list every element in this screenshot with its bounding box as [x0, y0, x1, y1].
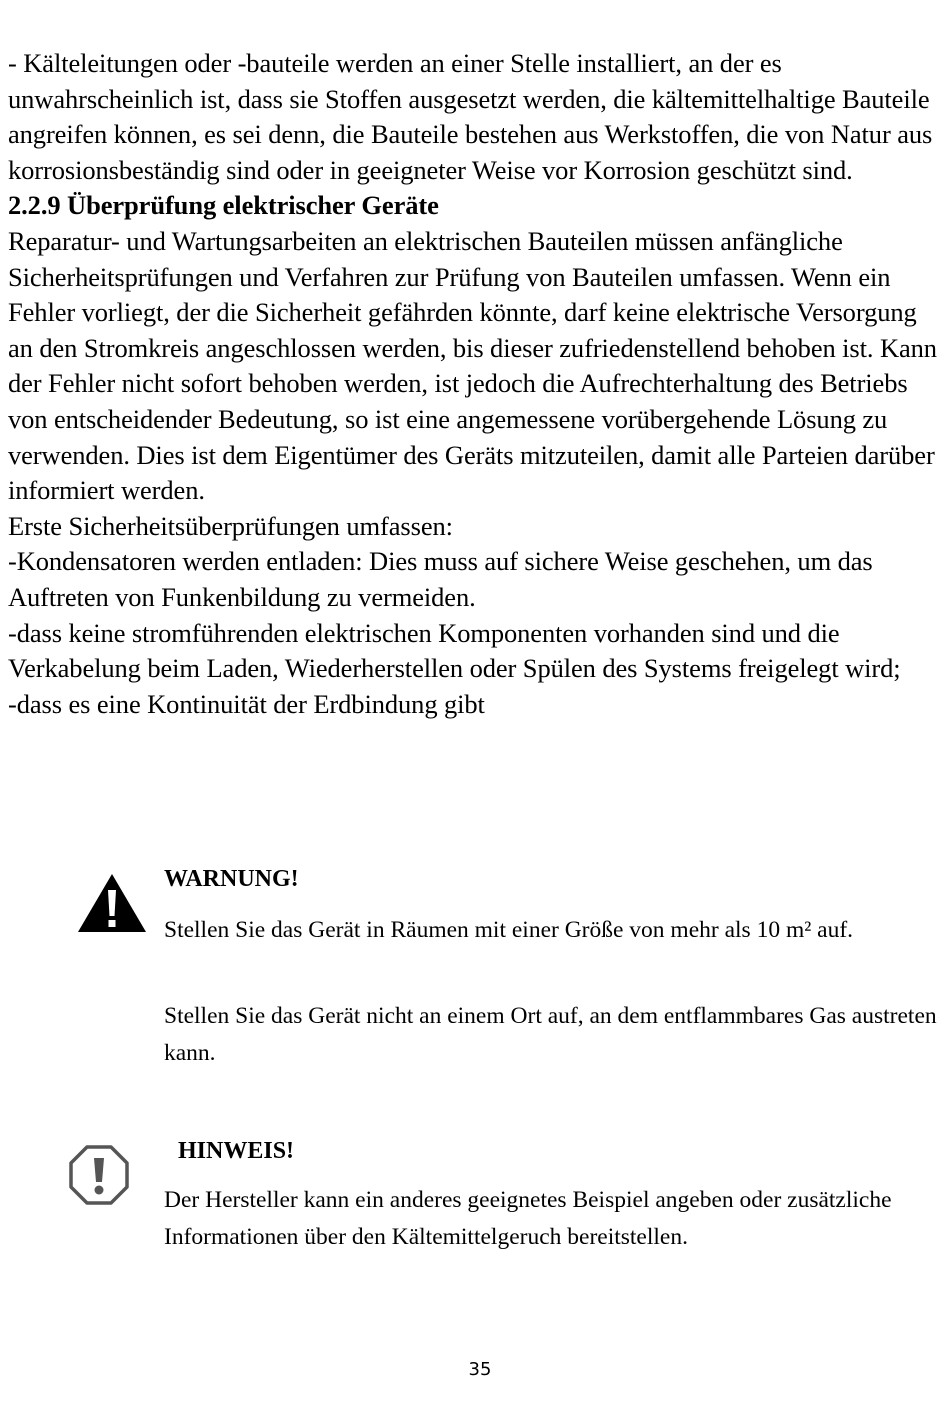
- check-item-2: -dass keine stromführenden elektrischen Komponenten vorhanden sind und die Verkabelung beim Laden, Wiederherstellen oder Spülen des Systems freigelegt wird;: [8, 617, 901, 684]
- section-paragraph: Reparatur- und Wartungsarbeiten an elektrischen Bauteilen müssen anfängliche Sicherheitsprüfungen und Verfahren zur Prüfung von Bauteilen umfassen. Wenn ein Fehler vorliegt, der die Sicherheit gefährden könnte, darf keine elektrische Versorgung an den Stromkreis angeschlossen werden, bis dieser zufriedenstellend behoben ist. Kann der Fehler nicht sofort behoben werden, ist jedoch die Aufrechterhaltung des Betriebs von entscheidender Bedeutung, so ist eine angemessene vorübergehende Lösung zu verwenden. Dies ist dem Eigentümer des Geräts mitzuteilen, damit alle Parteien darüber informiert werden.: [8, 225, 937, 506]
- main-text: [8, 46, 944, 722]
- warning-triangle-icon: [76, 872, 148, 941]
- warning-notice: [0, 858, 950, 1078]
- exclamation-octagon-icon: [68, 1144, 130, 1211]
- page-number: 35: [468, 1359, 492, 1380]
- hint-paragraph-1: Der Hersteller kann ein anderes geeignetes Beispiel angeben oder zusätzliche Informationen über den Kältemittelgeruch bereitstellen.: [164, 1187, 892, 1250]
- check-item-1: -Kondensatoren werden entladen: Dies muss auf sichere Weise geschehen, um das Auftreten von Funkenbildung zu vermeiden.: [8, 546, 873, 612]
- hint-title: HINWEIS!: [178, 1138, 295, 1164]
- checks-intro: Erste Sicherheitsüberprüfungen umfassen:: [8, 510, 453, 541]
- warning-paragraph-1: Stellen Sie das Gerät in Räumen mit einer Größe von mehr als 10 m² auf.: [164, 917, 854, 943]
- intro-paragraph: - Kälteleitungen oder -bauteile werden an einer Stelle installiert, an der es unwahrscheinlich ist, dass sie Stoffen ausgesetzt werden, die kältemittelhaltige Bauteile angreifen können, es sei denn, die Bauteile bestehen aus Werkstoffen, die von Natur aus korrosionsbeständig sind oder in geeigneter Weise vor Korrosion geschützt sind.: [8, 48, 933, 185]
- warning-title: WARNUNG!: [164, 866, 299, 892]
- check-item-3: -dass es eine Kontinuität der Erdbindung gibt: [8, 688, 485, 719]
- warning-paragraph-2: Stellen Sie das Gerät nicht an einem Ort auf, an dem entflammbares Gas austreten kann.: [164, 1003, 937, 1066]
- section-heading: 2.2.9 Überprüfung elektrischer Geräte: [8, 190, 439, 221]
- hint-notice: [0, 1132, 950, 1272]
